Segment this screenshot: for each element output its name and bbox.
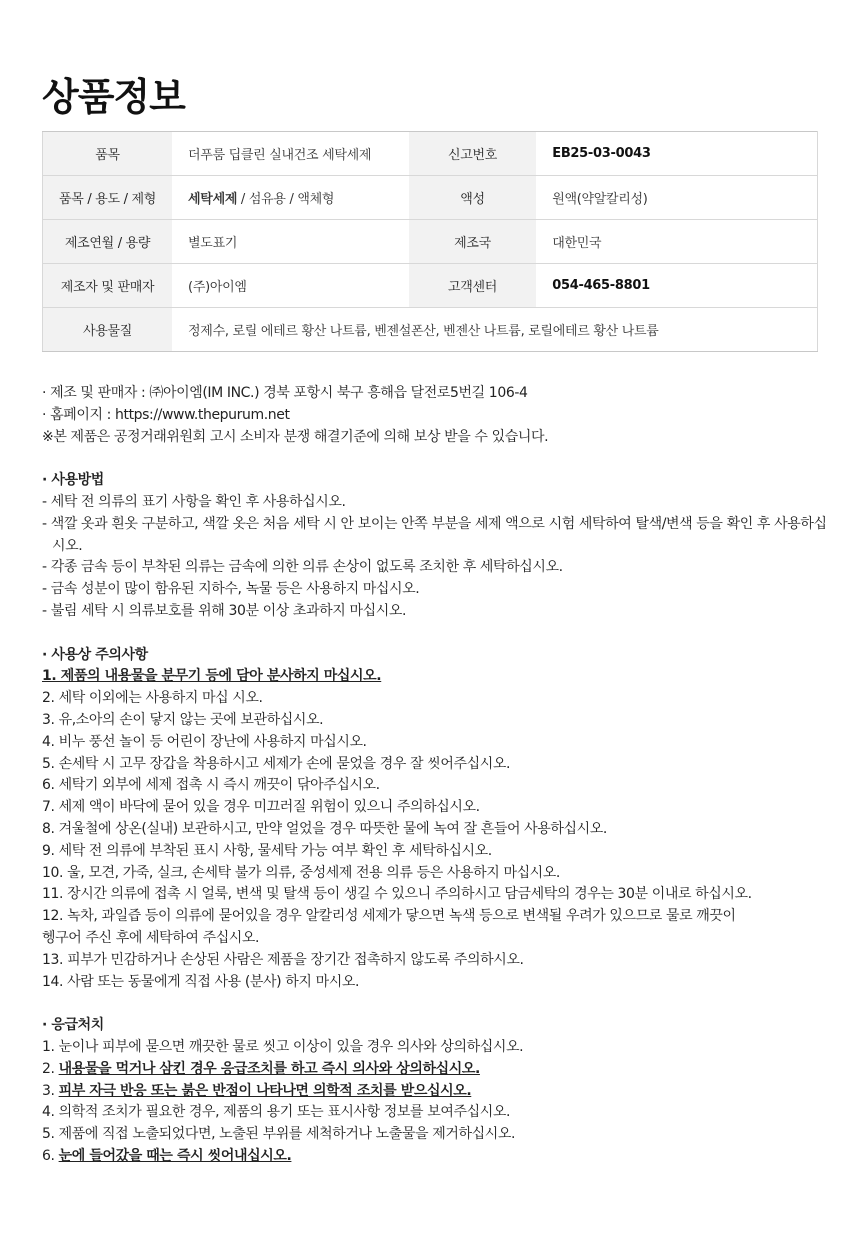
list-item: 9. 세탁 전 의류에 부착된 표시 사항, 물세탁 가능 여부 확인 후 세탁하십시오. <box>42 842 492 859</box>
list-item: 13. 피부가 민감하거나 손상된 사람은 제품을 장기간 접촉하지 않도록 주의하시오. <box>42 951 524 968</box>
emphasis-text: 피부 자극 반응 또는 붉은 반점이 나타나면 의학적 조치를 받으십시오. <box>58 1082 472 1099</box>
list-item: 8. 겨울철에 상온(실내) 보관하시고, 만약 얼었을 경우 따뜻한 물에 녹여 잘 흔들어 사용하십시오. <box>42 820 607 837</box>
page-title: 상품정보 <box>42 75 185 119</box>
table-label: 제조연월 / 용량 <box>43 220 173 264</box>
list-item: 1. 눈이나 피부에 묻으면 깨끗한 물로 씻고 이상이 있을 경우 의사와 상의하십시오. <box>42 1038 524 1055</box>
table-value: (주)아이엠 <box>172 264 409 308</box>
list-item: 5. 손세탁 시 고무 장갑을 착용하시고 세제가 손에 묻었을 경우 잘 씻어주십시오. <box>42 755 511 772</box>
list-item: 12. 녹차, 과일즙 등이 의류에 묻어있을 경우 알칼리성 세제가 닿으면 녹색 등으로 변색될 우려가 있으므로 물로 깨끗이 <box>42 908 736 925</box>
emphasis-text: 눈에 들어갔을 때는 즉시 씻어내십시오. <box>58 1147 292 1164</box>
first-aid-heading: · 응급처치 <box>42 1017 104 1034</box>
table-label: 액성 <box>409 176 536 220</box>
list-item <box>42 1059 832 1081</box>
report-number-value: EB25-03-0043 <box>536 132 817 176</box>
table-value: 더푸룸 딥클린 실내건조 세탁세제 <box>172 132 409 176</box>
emphasis-text: 내용물을 먹거나 삼킨 경우 응급조치를 하고 즉시 의사와 상의하십시오. <box>58 1060 480 1077</box>
list-item: - 금속 성분이 많이 함유된 지하수, 녹물 등은 사용하지 마십시오. <box>42 581 420 598</box>
item-number: 3. <box>42 1082 59 1099</box>
table-row <box>43 176 818 220</box>
item-number: 2. <box>42 1060 59 1077</box>
table-row <box>43 308 818 352</box>
list-item: 4. 비누 풍선 놀이 등 어린이 장난에 사용하지 마십시오. <box>42 733 367 750</box>
list-item: 7. 세제 액이 바닥에 묻어 있을 경우 미끄러질 위험이 있으니 주의하십시오. <box>42 799 480 816</box>
usage-heading: · 사용방법 <box>42 472 104 489</box>
list-item: - 불림 세탁 시 의류보호를 위해 30분 이상 초과하지 마십시오. <box>42 602 407 619</box>
list-item: 10. 울, 모견, 가죽, 실크, 손세탁 불가 의류, 중성세제 전용 의류 등은 사용하지 마십시오. <box>42 864 560 881</box>
table-label: 신고번호 <box>409 132 536 176</box>
list-item: 14. 사람 또는 동물에게 직접 사용 (분사) 하지 마시오. <box>42 973 359 990</box>
table-row <box>43 264 818 308</box>
table-label: 제조국 <box>409 220 536 264</box>
table-value: 원액(약알칼리성) <box>536 176 817 220</box>
table-row <box>43 220 818 264</box>
company-info-line: · 제조 및 판매자 : ㈜아이엠(IM INC.) 경북 포항시 북구 흥해읍 달전로5번길 106-4 <box>42 385 528 401</box>
table-value: 대한민국 <box>536 220 817 264</box>
homepage-line: · 홈페이지 : https://www.thepurum.net <box>42 406 290 423</box>
list-item: 1. 제품의 내용물을 분무기 등에 담아 분사하지 마십시오. <box>42 668 382 685</box>
list-item: - 세탁 전 의류의 표기 사항을 확인 후 사용하십시오. <box>42 493 346 510</box>
product-type-bold: 세탁세제 <box>188 192 238 207</box>
list-item: - 각종 금속 등이 부착된 의류는 금속에 의한 의류 손상이 없도록 조치한 후 세탁하십시오. <box>42 559 563 576</box>
list-item <box>42 1146 832 1168</box>
cautions-heading: · 사용상 주의사항 <box>42 646 148 663</box>
table-label: 사용물질 <box>43 308 173 352</box>
customer-center-phone: 054-465-8801 <box>536 264 817 308</box>
table-value <box>172 176 409 220</box>
ingredients-value: 정제수, 로릴 에테르 황산 나트륨, 벤젠설폰산, 벤젠산 나트륨, 로릴에테르 황산 나트륨 <box>172 308 817 352</box>
product-info-table <box>42 131 818 352</box>
table-label: 고객센터 <box>409 264 536 308</box>
list-item: 11. 장시간 의류에 접촉 시 얼룩, 변색 및 탈색 등이 생길 수 있으니 주의하시고 담금세탁의 경우는 30분 이내로 하십시오. <box>42 886 752 903</box>
table-row <box>43 132 818 176</box>
table-label: 품목 <box>43 132 173 176</box>
table-label: 품목 / 용도 / 제형 <box>43 176 173 220</box>
product-type-rest: / 섬유용 / 액체형 <box>237 192 335 207</box>
item-number: 6. <box>42 1147 59 1164</box>
list-item: 5. 제품에 직접 노출되었다면, 노출된 부위를 세척하거나 노출물을 제거하십시오. <box>42 1126 516 1143</box>
table-label: 제조자 및 판매자 <box>43 264 173 308</box>
list-item: 3. 유,소아의 손이 닿지 않는 곳에 보관하십시오. <box>42 711 324 728</box>
list-item: - 색깔 옷과 흰옷 구분하고, 색깔 옷은 처음 세탁 시 안 보이는 안쪽 부분을 세제 액으로 시험 세탁하여 탈색/변색 등을 확인 후 사용하십시오. <box>42 515 827 554</box>
table-value: 별도표기 <box>172 220 409 264</box>
list-item: 4. 의학적 조치가 필요한 경우, 제품의 용기 또는 표시사항 정보를 보여주십시오. <box>42 1104 511 1121</box>
compensation-notice: ※본 제품은 공정거래위원회 고시 소비자 분쟁 해결기준에 의해 보상 받을 수 있습니다. <box>42 428 549 445</box>
product-notice-text <box>42 383 832 1168</box>
list-item: 6. 세탁기 외부에 세제 접촉 시 즉시 깨끗이 닦아주십시오. <box>42 777 380 794</box>
list-item: 헹구어 주신 후에 세탁하여 주십시오. <box>42 929 260 946</box>
list-item: 2. 세탁 이외에는 사용하지 마십 시오. <box>42 690 263 707</box>
list-item <box>42 1081 832 1103</box>
